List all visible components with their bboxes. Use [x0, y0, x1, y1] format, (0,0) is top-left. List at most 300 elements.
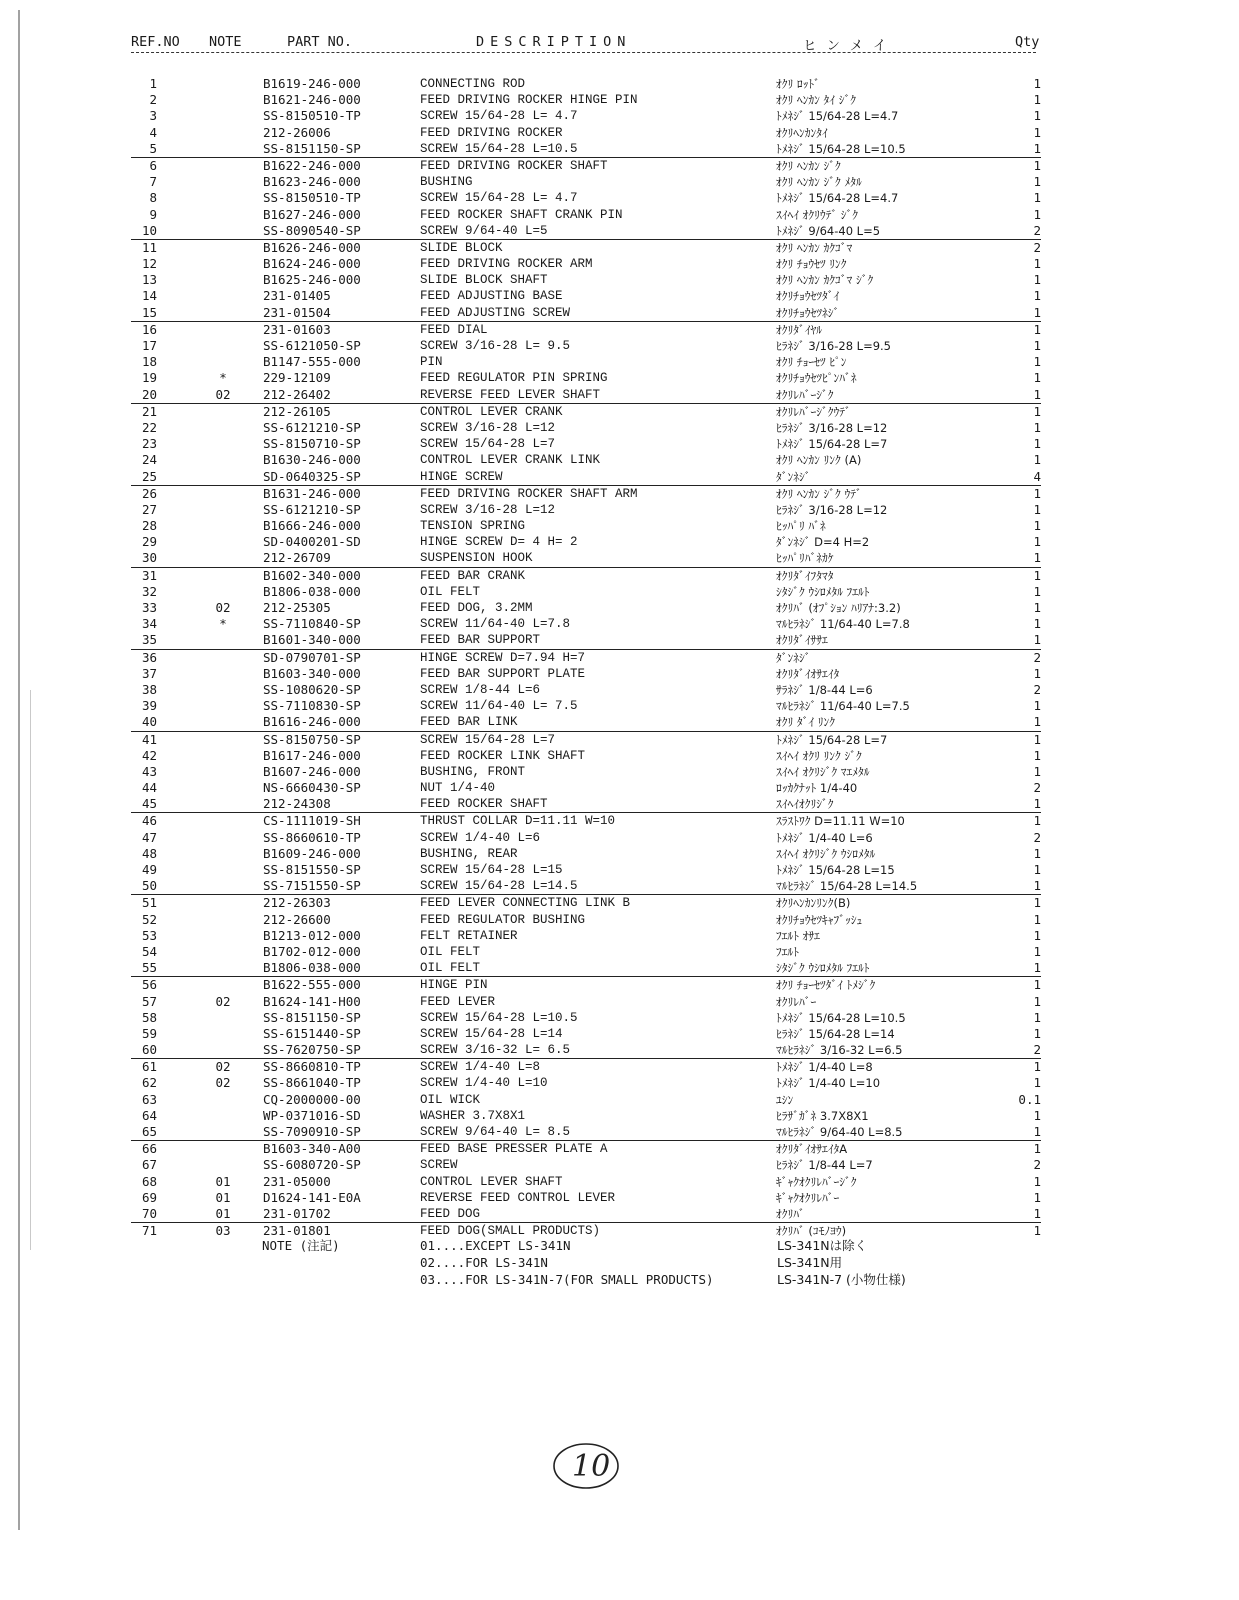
cell-kana-name: ｽｲﾍｲ ｵｸﾘｼﾞｸ ﾏｴﾒﾀﾙ: [776, 764, 870, 779]
cell-qty: 1: [1033, 600, 1041, 615]
table-row: [131, 960, 1041, 977]
cell-ref-no: 3: [149, 108, 157, 124]
cell-kana-name: ﾀﾞﾝﾈｼﾞ: [776, 650, 811, 665]
cell-part-no: SD-0400201-SD: [263, 534, 361, 550]
cell-qty: 1: [1033, 452, 1041, 468]
cell-description: FEED ROCKER SHAFT: [420, 797, 548, 812]
cell-description: BUSHING, REAR: [420, 846, 518, 861]
cell-part-no: B1607-246-000: [263, 763, 361, 779]
table-row: [131, 502, 1041, 518]
cell-ref-no: 14: [141, 288, 157, 304]
cell-qty: 2: [1033, 681, 1041, 697]
cell-qty: 1: [1033, 993, 1041, 1009]
cell-part-no: SS-8661040-TP: [263, 1075, 361, 1091]
cell-qty: 1: [1033, 1025, 1041, 1041]
table-row: [131, 1059, 1041, 1075]
cell-ref-no: 34: [141, 616, 157, 632]
cell-ref-no: 68: [141, 1173, 157, 1189]
cell-part-no: SD-0640325-SP: [263, 468, 361, 484]
cell-part-no: 231-01603: [263, 321, 331, 337]
cell-part-no: 231-01801: [263, 1223, 331, 1239]
cell-description: FEED DRIVING ROCKER: [420, 125, 563, 140]
cell-qty: 1: [1033, 190, 1041, 206]
cell-qty: 1: [1033, 419, 1041, 435]
cell-qty: 1: [1033, 485, 1041, 501]
cell-kana-name: ｽｲﾍｲ ｵｸﾘｼﾞｸ ｳｼﾛﾒﾀﾙ: [776, 846, 876, 861]
cell-kana-name: ｵｸﾘﾊﾞ (ｵﾌﾟｼｮﾝ ﾊﾘｱﾅ:3.2): [776, 601, 901, 615]
cell-description: FEED LEVER: [420, 994, 496, 1009]
cell-qty: 1: [1033, 878, 1041, 894]
cell-ref-no: 37: [141, 665, 157, 681]
cell-kana-name: ﾄﾒﾈｼﾞ 9/64-40 L=5: [776, 223, 881, 238]
cell-kana-name: ﾋﾗﾈｼﾞ 3/16-28 L=12: [776, 502, 888, 517]
cell-note: 02: [215, 1075, 231, 1091]
cell-ref-no: 17: [141, 338, 157, 353]
table-row: [131, 190, 1041, 206]
cell-part-no: B1147-555-000: [263, 354, 361, 370]
cell-description: NUT 1/4-40: [420, 781, 496, 796]
cell-part-no: SS-8090540-SP: [263, 222, 361, 238]
cell-description: SCREW 15/64-28 L=7: [420, 437, 556, 452]
cell-qty: 1: [1033, 567, 1041, 583]
table-row: [131, 1206, 1041, 1223]
cell-description: OIL FELT: [420, 961, 481, 976]
cell-part-no: 212-26402: [263, 386, 331, 402]
cell-part-no: SS-7151550-SP: [263, 878, 361, 894]
cell-kana-name: ﾌｴﾙﾄ: [776, 944, 799, 959]
cell-note: 01: [215, 1173, 231, 1189]
cell-part-no: SS-6121050-SP: [263, 338, 361, 353]
page-number: [548, 1428, 628, 1498]
cell-kana-name: ﾋｯﾊﾟﾘ ﾊﾞﾈ: [776, 519, 826, 534]
cell-qty: 1: [1033, 534, 1041, 550]
cell-description: FEED DRIVING ROCKER SHAFT: [420, 158, 608, 173]
cell-qty: 1: [1033, 124, 1041, 140]
cell-qty: 1: [1033, 288, 1041, 304]
cell-part-no: SS-6080720-SP: [263, 1157, 361, 1173]
cell-ref-no: 49: [141, 862, 157, 877]
cell-note: *: [219, 616, 227, 632]
cell-part-no: 229-12109: [263, 370, 331, 386]
cell-kana-name: ｵｸﾘﾀﾞｲｵｻｴｲﾀA: [776, 1142, 848, 1157]
table-row: [131, 1075, 1041, 1091]
cell-qty: 1: [1033, 338, 1041, 353]
cell-part-no: B1623-246-000: [263, 174, 361, 190]
cell-kana-name: ｵｸﾘ ﾁｮｳｾﾂ ﾘﾝｸ: [776, 257, 847, 272]
cell-qty: 2: [1033, 239, 1041, 255]
cell-description: CONTROL LEVER SHAFT: [420, 1174, 563, 1189]
cell-description: CONTROL LEVER CRANK: [420, 404, 563, 419]
cell-ref-no: 66: [141, 1141, 157, 1157]
cell-qty: 1: [1033, 1075, 1041, 1091]
note-en: 03....FOR LS-341N-7(FOR SMALL PRODUCTS): [420, 1272, 714, 1287]
cell-ref-no: 41: [141, 731, 157, 747]
cell-description: SUSPENSION HOOK: [420, 551, 533, 566]
cell-qty: 2: [1033, 1157, 1041, 1173]
table-row: [131, 1092, 1041, 1108]
table-row: [131, 404, 1041, 420]
cell-description: CONTROL LEVER CRANK LINK: [420, 453, 601, 468]
cell-description: SCREW 1/4-40 L=8: [420, 1060, 541, 1075]
cell-qty: 1: [1033, 927, 1041, 943]
cell-description: BUSHING, FRONT: [420, 764, 526, 779]
table-row: [131, 977, 1041, 993]
cell-description: SCREW 15/64-28 L=14.5: [420, 879, 578, 894]
note-line: [262, 1271, 962, 1288]
cell-description: SCREW 3/16-28 L=12: [420, 502, 556, 517]
cell-qty: 2: [1033, 1042, 1041, 1058]
cell-qty: 1: [1033, 763, 1041, 779]
table-row: [131, 1026, 1041, 1042]
header-note: NOTE: [209, 34, 242, 50]
table-row: [131, 846, 1041, 862]
cell-qty: 1: [1033, 92, 1041, 108]
cell-kana-name: ﾏﾙﾋﾗﾈｼﾞ 3/16-32 L=6.5: [776, 1043, 903, 1058]
cell-qty: 1: [1033, 911, 1041, 927]
table-row: [131, 420, 1041, 436]
cell-ref-no: 50: [141, 878, 157, 894]
cell-qty: 1: [1033, 370, 1041, 386]
cell-kana-name: ﾄﾒﾈｼﾞ 15/64-28 L=4.7: [776, 191, 899, 206]
cell-qty: 1: [1033, 943, 1041, 959]
table-row: [131, 912, 1041, 928]
cell-kana-name: ｵｸﾘﾁｮｳｾﾂｷｬﾌﾞｯｼｭ: [776, 912, 863, 927]
cell-kana-name: ﾄﾒﾈｼﾞ 1/4-40 L=8: [776, 1060, 873, 1075]
note-en: 02....FOR LS-341N: [420, 1255, 548, 1270]
cell-qty: 1: [1033, 862, 1041, 877]
table-row: [131, 486, 1041, 502]
cell-note: 02: [215, 1059, 231, 1075]
cell-qty: 1: [1033, 436, 1041, 452]
cell-kana-name: ﾋﾗﾈｼﾞ 1/8-44 L=7: [776, 1158, 873, 1173]
cell-part-no: SS-7090910-SP: [263, 1124, 361, 1139]
cell-part-no: SS-8151150-SP: [263, 140, 361, 156]
cell-ref-no: 42: [141, 747, 157, 763]
cell-ref-no: 70: [141, 1205, 157, 1221]
cell-qty: 1: [1033, 714, 1041, 730]
cell-ref-no: 62: [141, 1075, 157, 1091]
cell-description: SCREW 1/4-40 L=6: [420, 830, 541, 845]
table-row: [131, 1124, 1041, 1141]
cell-description: SCREW 15/64-28 L=15: [420, 863, 563, 877]
cell-ref-no: 31: [141, 567, 157, 583]
cell-qty: 1: [1033, 583, 1041, 599]
cell-part-no: SS-8150510-TP: [263, 190, 361, 206]
cell-description: REVERSE FEED LEVER SHAFT: [420, 387, 601, 402]
cell-part-no: B1806-038-000: [263, 960, 361, 976]
cell-description: PIN: [420, 355, 443, 370]
cell-description: HINGE SCREW: [420, 469, 503, 484]
header-description: DESCRIPTION: [476, 34, 632, 50]
cell-ref-no: 2: [149, 92, 157, 108]
table-row: [131, 305, 1041, 322]
cell-qty: 1: [1033, 665, 1041, 681]
cell-qty: 1: [1033, 698, 1041, 714]
cell-part-no: SS-8150710-SP: [263, 436, 361, 452]
cell-kana-name: ｷﾞｬｸｵｸﾘﾚﾊﾞｰ: [776, 1190, 840, 1205]
note-line: [262, 1254, 962, 1271]
cell-kana-name: ｵｸﾘ ﾍﾝｶﾝ ｶｸｺﾞﾏ: [776, 240, 853, 255]
cell-part-no: SS-8660610-TP: [263, 829, 361, 845]
cell-part-no: B1617-246-000: [263, 747, 361, 763]
cell-ref-no: 20: [141, 386, 157, 402]
cell-kana-name: ｻﾗﾈｼﾞ 1/8-44 L=6: [776, 682, 873, 697]
cell-description: HINGE SCREW D= 4 H= 2: [420, 535, 578, 550]
cell-qty: 1: [1033, 550, 1041, 566]
cell-ref-no: 67: [141, 1157, 157, 1173]
cell-qty: 1: [1033, 632, 1041, 648]
cell-part-no: CS-1111019-SH: [263, 813, 361, 829]
cell-qty: 1: [1033, 272, 1041, 288]
cell-description: SCREW 1/4-40 L=10: [420, 1076, 548, 1091]
cell-description: SCREW 11/64-40 L= 7.5: [420, 699, 578, 714]
cell-kana-name: ｽｲﾍｲ ｵｸﾘ ﾘﾝｸ ｼﾞｸ: [776, 748, 862, 763]
cell-kana-name: ﾄﾒﾈｼﾞ 15/64-28 L=7: [776, 437, 888, 452]
cell-part-no: SD-0790701-SP: [263, 649, 361, 665]
cell-kana-name: ﾀﾞﾝﾈｼﾞ D=4 H=2: [776, 535, 870, 550]
cell-part-no: B1806-038-000: [263, 583, 361, 599]
cell-part-no: 212-26600: [263, 911, 331, 927]
cell-ref-no: 33: [141, 600, 157, 615]
cell-ref-no: 55: [141, 960, 157, 976]
cell-description: THRUST COLLAR D=11.11 W=10: [420, 814, 616, 829]
table-row: [131, 76, 1041, 92]
table-row: [131, 928, 1041, 944]
cell-part-no: SS-7620750-SP: [263, 1042, 361, 1058]
cell-ref-no: 16: [141, 321, 157, 337]
cell-ref-no: 48: [141, 845, 157, 861]
table-row: [131, 256, 1041, 272]
cell-part-no: B1603-340-A00: [263, 1141, 361, 1157]
note-jp: LS-341Nは除く: [777, 1238, 868, 1253]
table-row: [131, 632, 1041, 649]
cell-kana-name: ﾋｯﾊﾟﾘﾊﾞﾈｶｹ: [776, 551, 834, 566]
cell-kana-name: ｵｸﾘﾊﾞ: [776, 1206, 805, 1221]
cell-kana-name: ｼﾀｼﾞｸ ｳｼﾛﾒﾀﾙ ﾌｴﾙﾄ: [776, 584, 870, 599]
cell-qty: 1: [1033, 157, 1041, 173]
table-row: [131, 994, 1041, 1010]
cell-kana-name: ｼﾀｼﾞｸ ｳｼﾛﾒﾀﾙ ﾌｴﾙﾄ: [776, 961, 870, 976]
cell-description: FEED BAR SUPPORT: [420, 633, 541, 648]
header-ref-no: REF.NO: [131, 34, 180, 50]
cell-ref-no: 36: [141, 649, 157, 665]
cell-part-no: B1621-246-000: [263, 92, 361, 108]
cell-note: 03: [215, 1223, 231, 1239]
cell-description: FEED DOG(SMALL PRODUCTS): [420, 1224, 601, 1239]
cell-description: OIL FELT: [420, 584, 481, 599]
cell-part-no: B1622-555-000: [263, 977, 361, 993]
cell-ref-no: 27: [141, 501, 157, 517]
cell-ref-no: 38: [141, 681, 157, 697]
table-row: [131, 518, 1041, 534]
cell-ref-no: 5: [149, 140, 157, 156]
cell-kana-name: ｵｸﾘﾁｮｳｾﾂﾋﾟﾝﾊﾞﾈ: [776, 371, 857, 386]
table-row: [131, 748, 1041, 764]
cell-description: FEED BAR SUPPORT PLATE: [420, 666, 586, 681]
table-row: [131, 714, 1041, 731]
cell-kana-name: ｵｸﾘﾍﾝｶﾝﾘﾝｸ(B): [776, 896, 851, 911]
cell-ref-no: 4: [149, 124, 157, 140]
cell-description: SCREW 15/64-28 L=14: [420, 1026, 563, 1041]
table-row: [131, 698, 1041, 714]
cell-part-no: SS-6121210-SP: [263, 501, 361, 517]
cell-kana-name: ｵｸﾘ ﾍﾝｶﾝ ｼﾞｸ ﾒﾀﾙ: [776, 175, 862, 190]
page-number-text: 10: [572, 1449, 611, 1484]
cell-kana-name: ﾏﾙﾋﾗﾈｼﾞ 11/64-40 L=7.8: [776, 617, 910, 632]
cell-part-no: D1624-141-E0A: [263, 1189, 361, 1205]
cell-part-no: B1213-012-000: [263, 927, 361, 943]
cell-note: 01: [215, 1189, 231, 1205]
table-row: [131, 387, 1041, 404]
cell-kana-name: ﾏﾙﾋﾗﾈｼﾞ 11/64-40 L=7.5: [776, 699, 910, 714]
table-row: [131, 207, 1041, 223]
cell-part-no: B1624-141-H00: [263, 993, 361, 1009]
cell-ref-no: 21: [141, 403, 157, 419]
cell-kana-name: ﾄﾒﾈｼﾞ 15/64-28 L=4.7: [776, 109, 899, 124]
cell-qty: 1: [1033, 1189, 1041, 1205]
cell-ref-no: 53: [141, 927, 157, 943]
cell-ref-no: 22: [141, 419, 157, 435]
cell-ref-no: 6: [149, 157, 157, 173]
table-row: [131, 322, 1041, 338]
table-row: [131, 895, 1041, 911]
table-row: [131, 830, 1041, 846]
scan-edge: [18, 10, 20, 1530]
cell-description: FEED ROCKER LINK SHAFT: [420, 748, 586, 763]
cell-kana-name: ｵｸﾘ ﾍﾝｶﾝ ﾀｲ ｼﾞｸ: [776, 93, 856, 108]
header-qty: Qty: [1015, 34, 1040, 50]
table-row: [131, 1108, 1041, 1124]
cell-part-no: 212-26006: [263, 124, 331, 140]
cell-part-no: B1622-246-000: [263, 157, 361, 173]
cell-kana-name: ｵｸﾘ ﾍﾝｶﾝ ｼﾞｸ ｳﾃﾞ: [776, 486, 862, 501]
cell-ref-no: 52: [141, 911, 157, 927]
table-row: [131, 436, 1041, 452]
cell-part-no: 212-25305: [263, 600, 331, 615]
table-row: [131, 469, 1041, 486]
cell-ref-no: 64: [141, 1107, 157, 1123]
table-row: [131, 223, 1041, 240]
cell-part-no: SS-8151550-SP: [263, 862, 361, 877]
cell-description: SCREW 9/64-40 L=5: [420, 223, 548, 238]
cell-part-no: B1702-012-000: [263, 943, 361, 959]
cell-qty: 1: [1033, 76, 1041, 91]
cell-description: SCREW 3/16-28 L=12: [420, 420, 556, 435]
cell-ref-no: 8: [149, 190, 157, 206]
table-row: [131, 108, 1041, 124]
cell-ref-no: 13: [141, 272, 157, 288]
cell-ref-no: 12: [141, 256, 157, 272]
cell-kana-name: ｵｸﾘﾁｮｳｾﾂﾀﾞｲ: [776, 289, 840, 304]
cell-description: FEED REGULATOR PIN SPRING: [420, 371, 608, 386]
cell-part-no: SS-8150750-SP: [263, 731, 361, 747]
cell-kana-name: ｵｸﾘﾀﾞｲﾔﾙ: [776, 322, 822, 337]
note-jp: LS-341N用: [777, 1255, 843, 1270]
cell-description: FEED ROCKER SHAFT CRANK PIN: [420, 207, 623, 222]
cell-description: SCREW 15/64-28 L=7: [420, 732, 556, 747]
cell-qty: 1: [1033, 960, 1041, 976]
cell-qty: 1: [1033, 1124, 1041, 1139]
cell-part-no: 231-01405: [263, 288, 331, 304]
table-row: [131, 354, 1041, 370]
note-jp: LS-341N-7 (小物仕様): [777, 1272, 906, 1287]
cell-ref-no: 63: [141, 1091, 157, 1107]
cell-qty: 1: [1033, 796, 1041, 812]
cell-ref-no: 44: [141, 780, 157, 796]
cell-part-no: SS-7110830-SP: [263, 698, 361, 714]
cell-kana-name: ｵｸﾘ ﾍﾝｶﾝ ｶｸｺﾞﾏ ｼﾞｸ: [776, 273, 874, 288]
cell-part-no: SS-7110840-SP: [263, 616, 361, 632]
cell-description: OIL WICK: [420, 1092, 481, 1107]
table-row: [131, 452, 1041, 468]
cell-kana-name: ﾛｯｶｸﾅｯﾄ 1/4-40: [776, 781, 858, 796]
cell-qty: 1: [1033, 256, 1041, 272]
cell-ref-no: 45: [141, 796, 157, 812]
cell-ref-no: 10: [141, 222, 157, 238]
cell-description: FEED LEVER CONNECTING LINK B: [420, 896, 631, 911]
page-number-handwritten: [548, 1428, 628, 1498]
cell-kana-name: ｵｸﾘ ﾍﾝｶﾝ ﾘﾝｸ (A): [776, 453, 862, 468]
cell-part-no: NS-6660430-SP: [263, 780, 361, 796]
cell-qty: 1: [1033, 1205, 1041, 1221]
cell-part-no: 231-01702: [263, 1205, 331, 1221]
cell-qty: 2: [1033, 829, 1041, 845]
cell-part-no: B1602-340-000: [263, 567, 361, 583]
cell-qty: 1: [1033, 1059, 1041, 1075]
cell-kana-name: ﾀﾞﾝﾈｼﾞ: [776, 469, 811, 484]
cell-qty: 1: [1033, 1223, 1041, 1239]
cell-note: 01: [215, 1205, 231, 1221]
cell-ref-no: 40: [141, 714, 157, 730]
cell-part-no: B1624-246-000: [263, 256, 361, 272]
cell-description: SCREW 9/64-40 L= 8.5: [420, 1125, 571, 1139]
cell-kana-name: ﾏﾙﾋﾗﾈｼﾞ 15/64-28 L=14.5: [776, 879, 918, 894]
table-row: [131, 584, 1041, 600]
header-part-no: PART NO.: [287, 34, 353, 50]
cell-ref-no: 47: [141, 829, 157, 845]
cell-description: FEED DRIVING ROCKER HINGE PIN: [420, 93, 638, 108]
table-row: [131, 568, 1041, 584]
cell-description: OIL FELT: [420, 944, 481, 959]
cell-qty: 1: [1033, 845, 1041, 861]
cell-description: FEED ADJUSTING BASE: [420, 289, 563, 304]
cell-note: 02: [215, 993, 231, 1009]
table-row: [131, 600, 1041, 616]
parts-table: [131, 76, 1041, 1239]
cell-kana-name: ｵｸﾘﾀﾞｲｵｻｴｲﾀ: [776, 666, 840, 681]
cell-part-no: B1616-246-000: [263, 714, 361, 730]
cell-description: SCREW 1/8-44 L=6: [420, 682, 541, 697]
table-row: [131, 1010, 1041, 1026]
cell-qty: 1: [1033, 174, 1041, 190]
cell-description: SCREW: [420, 1158, 458, 1173]
cell-ref-no: 11: [141, 239, 157, 255]
cell-part-no: B1631-246-000: [263, 485, 361, 501]
cell-part-no: B1609-246-000: [263, 845, 361, 861]
cell-description: SLIDE BLOCK SHAFT: [420, 273, 548, 288]
cell-kana-name: ﾄﾒﾈｼﾞ 15/64-28 L=15: [776, 863, 895, 877]
cell-ref-no: 7: [149, 174, 157, 190]
cell-description: FEED DOG: [420, 1206, 481, 1221]
cell-qty: 2: [1033, 780, 1041, 796]
cell-part-no: 212-26709: [263, 550, 331, 566]
cell-kana-name: ｵｸﾘﾀﾞｲﾌﾀﾏﾀ: [776, 568, 834, 583]
table-header: [131, 34, 1040, 64]
cell-qty: 1: [1033, 1173, 1041, 1189]
cell-ref-no: 58: [141, 1009, 157, 1025]
cell-ref-no: 46: [141, 813, 157, 829]
cell-qty: 1: [1033, 1009, 1041, 1025]
